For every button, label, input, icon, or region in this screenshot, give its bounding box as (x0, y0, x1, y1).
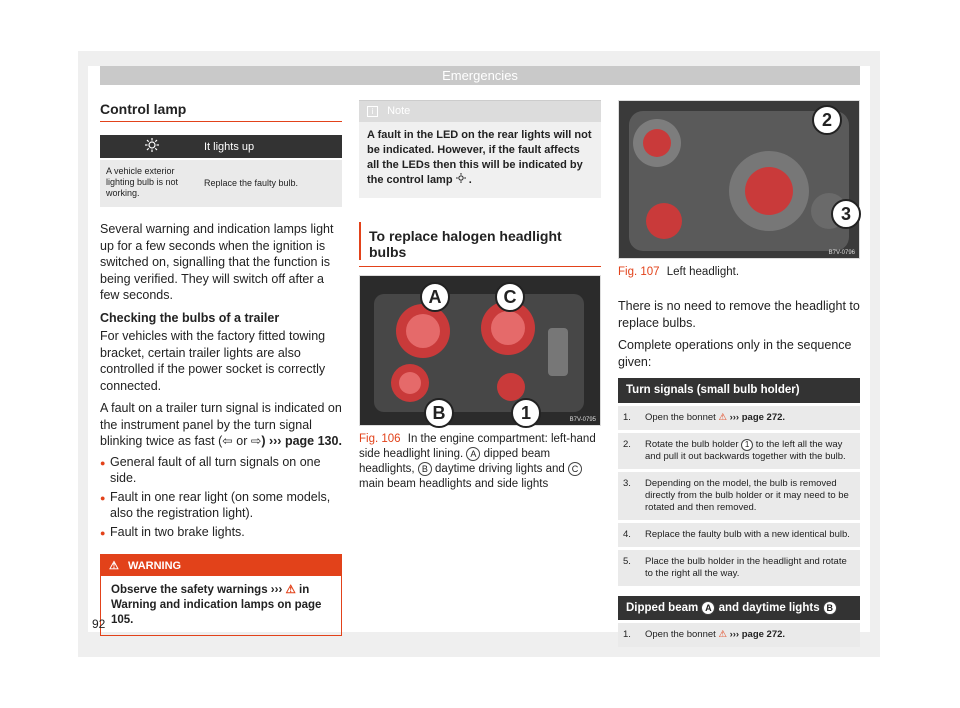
warning-inline-icon: ⚠ (285, 583, 296, 596)
lamp-action-cell: Replace the faulty bulb. (198, 159, 342, 207)
paragraph-trailer-lights: For vehicles with the factory fitted towing bracket, certain trailer lights are also controlled if the power socket is correctly connected. (100, 329, 326, 393)
list-item: ● Fault in two brake lights. (100, 524, 342, 540)
paragraph-lamps-verify: Several warning and indication lamps light up for a few seconds when the ignition is switched on, signalling that the function is being verified. They will switch off after a few seconds. (100, 222, 334, 302)
trailer-subheading: Checking the bulbs of a trailer (100, 310, 280, 325)
table-row: 4. Replace the faulty bulb with a new identical bulb. (618, 521, 860, 548)
list-item: ● General fault of all turn signals on one side. (100, 454, 342, 486)
figure-106 (359, 275, 601, 426)
headlight-rear-image (360, 276, 600, 425)
lamp-condition-cell: A vehicle exterior lighting bulb is not working. (100, 159, 198, 207)
badge-b: B (823, 601, 837, 615)
figure-callout-b: B (424, 398, 454, 428)
figure-107 (618, 100, 860, 259)
figure-callout-1: 1 (511, 398, 541, 428)
fault-list (100, 454, 342, 540)
badge-c: C (568, 462, 582, 476)
dipped-beam-table (618, 596, 860, 648)
column-3 (618, 100, 860, 647)
control-lamp-table (100, 135, 342, 207)
lights-up-header: It lights up (198, 135, 342, 159)
figure-code: B7V-0796 (828, 250, 855, 256)
table-row: 1. Open the bonnet ⚠ ››› page 272. (618, 622, 860, 648)
column-2 (359, 100, 601, 492)
light-lamp-icon (145, 143, 159, 155)
arrow-right-icon: ⇨ (250, 434, 262, 448)
turn-signals-table (618, 378, 860, 586)
warning-inline-icon: ⚠ (718, 629, 727, 640)
table-row: 5. Place the bulb holder in the headlight and rotate to the right all the way. (618, 548, 860, 586)
paragraph-sequence: Complete operations only in the sequence given: (618, 338, 852, 369)
dipped-beam-header: Dipped beam A and daytime lights B (618, 596, 860, 622)
halogen-heading: To replace halogen headlight bulbs (359, 222, 601, 260)
control-lamp-heading: Control lamp (100, 95, 342, 122)
warning-inline-icon: ⚠ (718, 411, 727, 423)
table-row: 3. Depending on the model, the bulb is removed directly from the bulb holder or it may need to be rotated and then removed. (618, 470, 860, 521)
paragraph-turn-signal: A fault on a trailer turn signal is indicated on the instrument panel by the turn signal blinking twice as fast (⇦ or ⇨) ››› page 130. (100, 401, 342, 448)
warning-text: Observe the safety warnings ››› ⚠ in Warning and indication lamps on page 105. (111, 583, 322, 626)
table-row: 2. Rotate the bulb holder 1 to the left all the way and pull it out backwards together with the bulb. (618, 431, 860, 470)
note-text: A fault in the LED on the rear lights will not be indicated. However, if the fault affects all the LEDs then this will be indicated by the control lamp . (367, 129, 592, 186)
figure-callout-3: 3 (831, 199, 861, 229)
figure-callout-a: A (420, 282, 450, 312)
figure-106-caption: Fig. 106 In the engine compartment: left-hand side headlight lining. A dipped beam headlights, B daytime driving lights and C main beam headlights and side lights (359, 433, 596, 490)
note-box (359, 100, 601, 198)
warning-icon: ⚠ (109, 559, 119, 572)
badge-1: 1 (741, 439, 753, 451)
badge-b: B (418, 462, 432, 476)
turn-signals-header: Turn signals (small bulb holder) (618, 378, 860, 404)
warning-header: ⚠ WARNING (101, 555, 341, 576)
figure-callout-c: C (495, 282, 525, 312)
badge-a: A (701, 601, 715, 615)
arrow-left-icon: ⇦ (222, 434, 233, 448)
figure-callout-2: 2 (812, 105, 842, 135)
table-row: 1. Open the bonnet ⚠ ››› page 272. (618, 404, 860, 431)
note-header: i Note (359, 101, 601, 122)
lamp-column-header (100, 135, 198, 159)
column-1 (100, 95, 342, 636)
page-number: 92 (92, 617, 106, 631)
note-icon: i (367, 106, 378, 117)
warning-box (100, 554, 342, 636)
light-lamp-icon (456, 174, 469, 186)
badge-a: A (466, 447, 480, 461)
figure-107-caption: Fig. 107 Left headlight. (618, 266, 740, 278)
section-header: Emergencies (100, 66, 860, 85)
figure-code: B7V-0795 (569, 417, 596, 423)
list-item: ● Fault in one rear light (on some models, also the registration light). (100, 489, 342, 521)
paragraph-no-remove: There is no need to remove the headlight to replace bulbs. (618, 299, 860, 330)
